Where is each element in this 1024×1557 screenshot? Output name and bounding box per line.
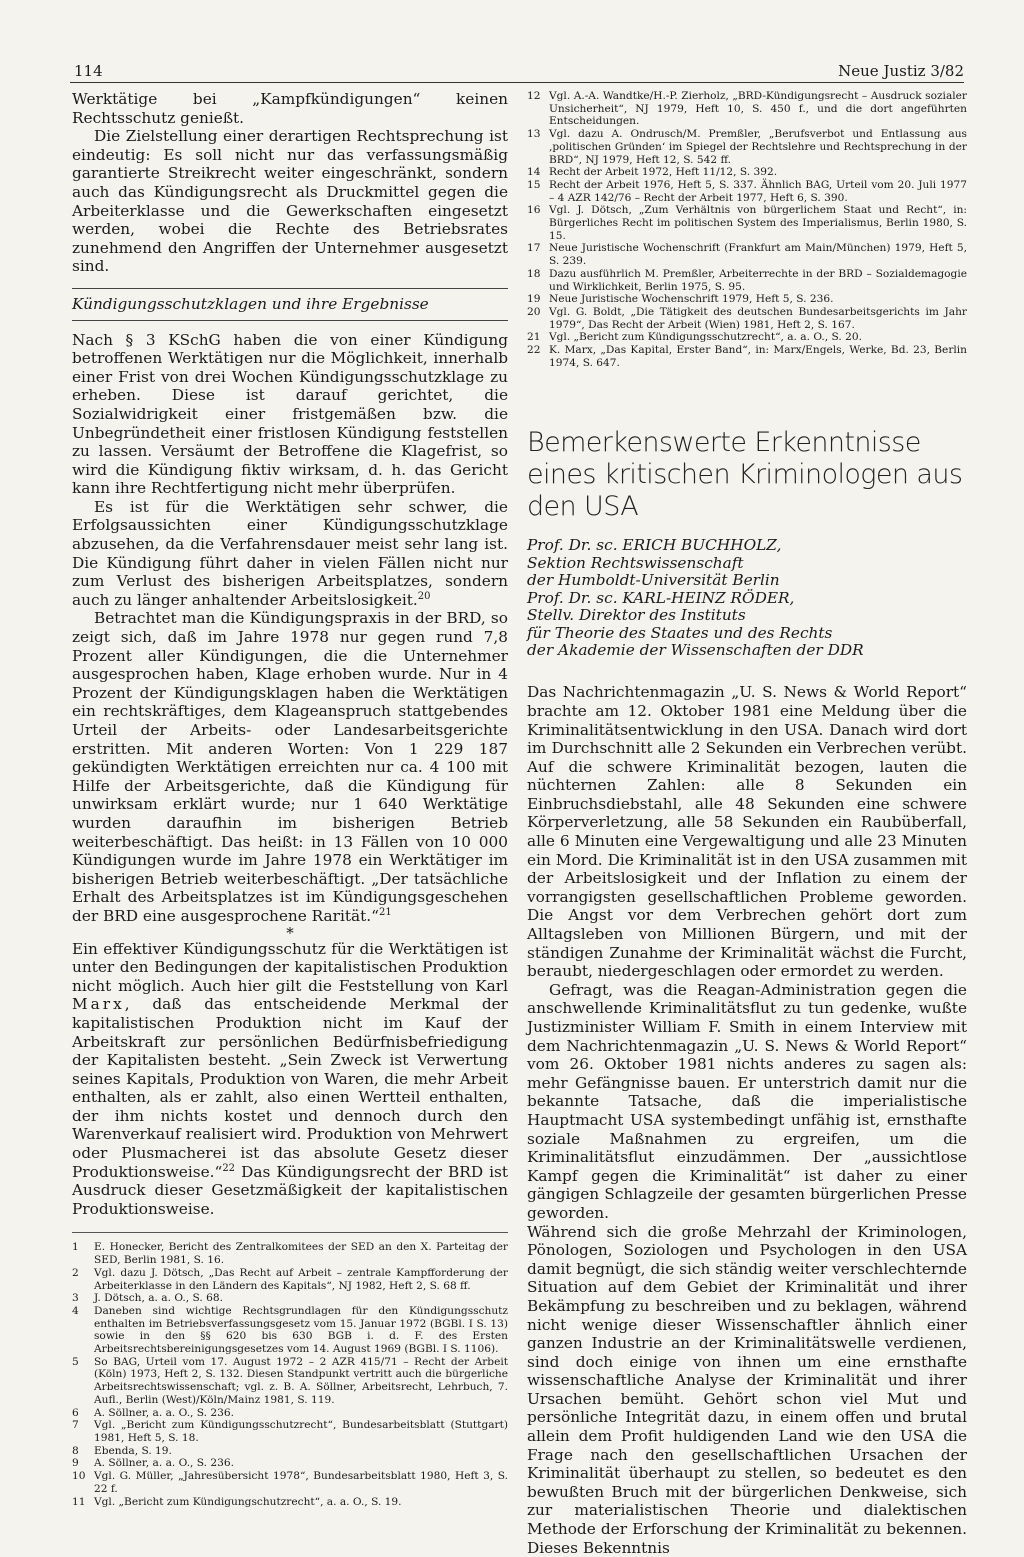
footnote xyxy=(527,128,967,166)
footnote-number: 5 xyxy=(72,1355,79,1368)
footnote xyxy=(527,331,967,344)
paragraph-kuendigungsschutz-text-a: Ein effektiver Kündigungsschutz für die Werktätigen ist unter den Bedingungen der kapitalistischen Produktion nicht möglich. Auch hier gilt die Feststellung von Karl xyxy=(72,939,508,995)
right-column xyxy=(527,90,967,1557)
author-line: für Theorie des Staates und des Rechts xyxy=(527,623,833,642)
footnote xyxy=(527,90,967,128)
footnote xyxy=(72,1445,508,1458)
footnote-number: 19 xyxy=(527,293,541,306)
section-rule-bottom xyxy=(72,320,508,321)
footnote-text: Vgl. G. Boldt, „Die Tätigkeit des deutschen Bundesarbeitsgerichts im Jahr 1979“, Das Recht der Arbeit (Wien) 1981, Heft 2, S. 167. xyxy=(549,305,967,331)
footnote-ref-21: 21 xyxy=(378,906,392,918)
footnote-text: Ebenda, S. 19. xyxy=(94,1444,172,1457)
author-line: Stellv. Direktor des Instituts xyxy=(527,606,746,625)
footnote-text: Vgl. „Bericht zum Kündigungsschutzrecht“, a. a. O., S. 20. xyxy=(549,331,862,344)
paragraph-kuendigungsschutz-text-c: Das Kündigungsrecht der BRD ist Ausdruck dieser Gesetzmäßigkeit der kapitalistischen Produktionsweise. xyxy=(72,1162,508,1218)
footnote xyxy=(72,1419,508,1444)
article-title xyxy=(527,427,967,523)
footnote-text: So BAG, Urteil vom 17. August 1972 – 2 AZR 415/71 – Recht der Arbeit (Köln) 1973, Heft 2, S. 132. Diesen Standpunkt vertritt auch die bürgerliche Arbeitsrechtswissenschaft; vgl. z. B. A. Söllner, Arbeitsrecht, Lehrbuch, 7. Aufl., Berlin (West)/Köln/Mainz 1981, S. 119. xyxy=(94,1355,508,1406)
footnote xyxy=(72,1457,508,1470)
footnote xyxy=(527,204,967,242)
paragraph-kschg: Nach § 3 KSchG haben die von einer Kündigung betroffenen Werktätigen nur die Möglichkeit, innerhalb einer Frist von drei Wochen Kündigungsschutzklage zu erheben. Diese ist darauf gerichtet, die Sozialwidrigkeit einer fristgemäßen bzw. die Unbegründetheit einer fristlosen Kündigung feststellen zu lassen. Versäumt der Betroffene die Klagefrist, so wird die Kündigung fiktiv wirksam, d. h. das Gericht kann ihre Rechtfertigung nicht mehr überprüfen. xyxy=(72,330,508,498)
footnote-number: 1 xyxy=(72,1241,79,1254)
footnote-text: A. Söllner, a. a. O., S. 236. xyxy=(94,1457,234,1470)
footnote xyxy=(72,1470,508,1495)
footnote xyxy=(72,1267,508,1292)
author-block xyxy=(527,537,967,659)
footnote-number: 8 xyxy=(72,1444,79,1457)
header-rule xyxy=(70,82,964,83)
footnote-text: Dazu ausführlich M. Premßler, Arbeiterrechte in der BRD – Sozialdemagogie und Wirklichkeit, Berlin 1975, S. 95. xyxy=(549,267,967,293)
footnote-text: J. Dötsch, a. a. O., S. 68. xyxy=(94,1292,223,1305)
paragraph-erfolgsaussichten xyxy=(72,498,508,610)
article-paragraph-1: Das Nachrichtenmagazin „U. S. News & World Report“ brachte am 12. Oktober 1981 eine Meldung über die Kriminalitätsentwicklung in den USA. Danach wird dort im Durchschnitt alle 2 Sekunden ein Verbrechen verübt. Auf die schwere Kriminalität bezogen, lauten die nüchternen Zahlen: alle 8 Sekunden ein Einbruchsdiebstahl, alle 48 Sekunden eine schwere Körperverletzung, alle 58 Sekunden ein Raubüberfall, alle 6 Minuten eine Vergewaltigung und alle 23 Minuten ein Mord. Die Kriminalität ist in den USA zusammen mit der Arbeitslosigkeit und der Inflation zu einem der vorrangigsten gesellschaftlichen Probleme geworden. Die Angst vor dem Verbrechen gehört dort zum Alltagsleben von Millionen Bürgern, und mit der ständigen Zunahme der Kriminalität wächst die Furcht, beraubt, niedergeschlagen oder ermordet zu werden. xyxy=(527,683,967,981)
footnote xyxy=(527,344,967,369)
paragraph-kuendigungspraxis-text: Betrachtet man die Kündigungspraxis in der BRD, so zeigt sich, daß im Jahre 1978 nur gegen rund 7,8 Prozent aller Kündigungen, die die Unternehmer ausgesprochen haben, Klage erhoben wurde. Nur in 4 Prozent der Kündigungsklagen haben die Werktätigen ein rechtskräftiges, dem Klageanspruch stattgebendes Urteil der Arbeits- oder Landesarbeitsgerichte erstritten. Mit anderen Worten: Von 1 229 187 gekündigten Werktätigen erreichten nur ca. 4 100 mit Hilfe der Arbeitsgerichte, daß die Kündigung für unwirksam erklärt wurde; nur 1 640 Werktätige wurden daraufhin im bisherigen Betrieb weiterbeschäftigt. Das heißt: in 13 Fällen von 10 000 Kündigungen wurde im Jahre 1978 ein Werktätiger im bisherigen Betrieb weiterbeschäftigt. „Der tatsächliche Erhalt des Arbeitsplatzes ist im Kündigungsgeschehen der BRD eine ausgesprochene Rarität.“ xyxy=(72,609,508,925)
author-line: Sektion Rechtswissenschaft xyxy=(527,553,744,572)
footnote-number: 11 xyxy=(72,1495,86,1508)
footnote-text: Vgl. „Bericht zum Kündigungsschutzrecht“, Bundesarbeitsblatt (Stuttgart) 1981, Heft 5, S. 18. xyxy=(94,1419,508,1444)
footnote-text: E. Honecker, Bericht des Zentralkomitees der SED an den X. Parteitag der SED, Berlin 1981, S. 16. xyxy=(94,1241,508,1267)
footnote-number: 20 xyxy=(527,305,541,318)
footnote-number: 2 xyxy=(72,1266,79,1279)
article-title-line-2: eines kritischen Kriminologen aus den USA xyxy=(527,459,963,523)
footnote-number: 22 xyxy=(527,344,541,357)
footnote-text: Recht der Arbeit 1976, Heft 5, S. 337. Ähnlich BAG, Urteil vom 20. Juli 1977 – 4 AZR 142/76 – Recht der Arbeit 1977, Heft 6, S. 390. xyxy=(549,178,967,204)
footnote-number: 21 xyxy=(527,331,541,344)
footnote xyxy=(527,242,967,267)
paragraph-kuendigungspraxis xyxy=(72,609,508,925)
footnotes-right xyxy=(527,90,967,369)
intro-paragraph-1: Werktätige bei „Kampfkündigungen“ keinen Rechtsschutz genießt. xyxy=(72,90,508,127)
footnote-number: 4 xyxy=(72,1304,79,1317)
footnote-ref-20: 20 xyxy=(417,590,431,602)
footnote-number: 12 xyxy=(527,90,541,102)
footnote xyxy=(527,268,967,293)
paragraph-erfolgsaussichten-text: Es ist für die Werktätigen sehr schwer, die Erfolgsaussichten einer Kündigungsschutzklage abzusehen, da die Verfahrensdauer meist sehr lang ist. Die Kündigung führt daher in vielen Fällen nicht nur zum Verlust des bisherigen Arbeitsplatzes, sondern auch zu länger anhaltender Arbeitslosigkeit. xyxy=(72,497,508,609)
author-line: der Humboldt-Universität Berlin xyxy=(527,571,780,590)
footnote-text: A. Söllner, a. a. O., S. 236. xyxy=(94,1406,234,1419)
footnote xyxy=(72,1356,508,1407)
footnote-text: Vgl. dazu J. Dötsch, „Das Recht auf Arbeit – zentrale Kampfforderung der Arbeiterklasse in den Ländern des Kapitals“, NJ 1982, Heft 2, S. 68 ff. xyxy=(94,1266,508,1292)
footnote-text: Vgl. J. Dötsch, „Zum Verhältnis von bürgerlichem Staat und Recht“, in: Bürgerliches Recht im politischen System des Imperialismus, Berlin 1980, S. 15. xyxy=(549,204,967,242)
footnote-text: Neue Juristische Wochenschrift (Frankfurt am Main/München) 1979, Heft 5, S. 239. xyxy=(549,242,967,268)
footnote-text: Recht der Arbeit 1972, Heft 11/12, S. 392. xyxy=(549,166,778,179)
article-paragraph-3: Während sich die große Mehrzahl der Kriminologen, Pönologen, Soziologen und Psychologen in den USA damit begnügt, die sich ständig weiter verschlechternde Situation auf dem Gebiet der Kriminalität und ihrer Bekämpfung zu beschreiben und zu beklagen, während nicht wenige dieser Wissenschaftler ähnlich einer ganzen Industrie an der Kriminalitätswelle verdienen, sind doch einige von ihnen um eine ernsthafte wissenschaftliche Analyse der Kriminalität und ihrer Ursachen bemüht. Gehört schon viel Mut und persönliche Integrität dazu, in einem offen und brutal allein dem Profit huldigenden Land wie den USA die Frage nach den gesellschaftlichen Ursachen der Kriminalität überhaupt zu stellen, so bedeutet es den bewußten Bruch mit der bürgerlichen Denkweise, sich zur materialistischen Theorie und dialektischen Methode der Erforschung der Kriminalität zu bekennen. Dieses Bekenntnis xyxy=(527,1222,967,1557)
footnote-ref-22: 22 xyxy=(222,1162,236,1174)
footnote-number: 6 xyxy=(72,1406,79,1419)
section-separator: * xyxy=(286,923,294,942)
footnote-number: 3 xyxy=(72,1292,79,1305)
footnote-text: Vgl. A.-A. Wandtke/H.-P. Zierholz, „BRD-Kündigungsrecht – Ausdruck sozialer Unsicherheit“, NJ 1979, Heft 10, S. 450 f., und die dort angeführten Entscheidungen. xyxy=(549,90,967,128)
author-line: Prof. Dr. sc. ERICH BUCHHOLZ, xyxy=(527,536,782,555)
footnote xyxy=(72,1305,508,1356)
footnote-number: 17 xyxy=(527,242,541,255)
footnote-number: 13 xyxy=(527,128,541,141)
footnote-number: 7 xyxy=(72,1419,79,1432)
article-paragraph-2: Gefragt, was die Reagan-Administration gegen die anschwellende Kriminalitätsflut zu tun gedenke, wußte Justizminister William F. Smith in einem Interview mit dem Nachrichtenmagazin „U. S. News & World Report“ vom 26. Oktober 1981 nichts anderes zu sagen als: mehr Gefängnisse bauen. Er unterstrich damit nur die bekannte Tatsache, daß die imperialistische Hauptmacht USA systembedingt unfähig ist, ernsthafte soziale Maßnahmen zu ergreifen, um die Kriminalitätsflut einzudämmen. Der „aussichtlose Kampf gegen die Kriminalität“ ist daher zu einer gängigen Schlagzeile der gesamten bürgerlichen Presse geworden. xyxy=(527,980,967,1222)
footnote xyxy=(527,179,967,204)
section-heading: Kündigungsschutzklagen und ihre Ergebnisse xyxy=(72,294,429,313)
footnote-number: 16 xyxy=(527,204,541,217)
footnote xyxy=(527,293,967,306)
section-rule-top xyxy=(72,288,508,289)
footnote xyxy=(72,1496,508,1509)
footnote-text: Vgl. G. Müller, „Jahresübersicht 1978“, Bundesarbeitsblatt 1980, Heft 3, S. 22 f. xyxy=(94,1470,508,1495)
footnote-text: K. Marx, „Das Kapital, Erster Band“, in: Marx/Engels, Werke, Bd. 23, Berlin 1974, S. 647. xyxy=(549,344,967,369)
footnote-number: 10 xyxy=(72,1470,86,1483)
footnotes-left xyxy=(72,1232,508,1508)
article-title-line-1: Bemerkenswerte Erkenntnisse xyxy=(527,427,921,459)
footnote xyxy=(527,306,967,331)
footnote-number: 9 xyxy=(72,1457,79,1470)
intro-paragraph-2: Die Zielstellung einer derartigen Rechtsprechung ist eindeutig: Es soll nicht nur das verfassungsmäßig garantierte Streikrecht weiter eingeschränkt, sondern auch das Kündigungsrecht als Druckmittel gegen die Arbeiterklasse und die Gewerkschaften eingesetzt werden, wobei die Rechte des Betriebsrates zunehmend den Angriffen der Unternehmer ausgesetzt sind. xyxy=(72,127,508,276)
journal-issue: Neue Justiz 3/82 xyxy=(838,62,964,80)
footnote-text: Daneben sind wichtige Rechtsgrundlagen für den Kündigungsschutz enthalten im Betriebsverfassungsgesetz vom 15. Januar 1972 (BGBl. I S. 13) sowie in den §§ 620 bis 630 BGB i. d. F. des Ersten Arbeitsrechtsbereinigungsgesetzes vom 14. August 1969 (BGBl. I S. 1106). xyxy=(94,1304,508,1356)
footnote xyxy=(527,166,967,179)
page-number: 114 xyxy=(74,62,103,80)
footnote xyxy=(72,1407,508,1420)
footnote-number: 15 xyxy=(527,178,541,191)
footnote-number: 18 xyxy=(527,267,541,280)
footnote xyxy=(72,1292,508,1305)
paragraph-kuendigungsschutz xyxy=(72,940,508,1219)
paragraph-kuendigungsschutz-text-b: , daß das entscheidende Merkmal der kapitalistischen Produktion nicht im Kauf der Arbeitskraft zur persönlichen Bedürfnisbefriedigung der Kapitalisten besteht. „Sein Zweck ist Verwertung seines Kapitals, Produktion von Waren, die mehr Arbeit enthalten, als er zahlt, also einen Wertteil enthalten, der ihm nichts kostet und dennoch durch den Warenverkauf realisiert wird. Produktion von Mehrwert oder Plusmacherei ist das absolute Gesetz dieser Produktionsweise.“ xyxy=(72,995,508,1181)
footnote-text: Vgl. dazu A. Ondrusch/M. Premßler, „Berufsverbot und Entlassung aus ‚politischen Gründen‘ im Spiegel der Rechtslehre und Rechtsprechung in der BRD“, NJ 1979, Heft 12, S. 542 ff. xyxy=(549,128,967,166)
footnote xyxy=(72,1241,508,1266)
author-line: Prof. Dr. sc. KARL-HEINZ RÖDER, xyxy=(527,588,795,607)
name-marx: Marx xyxy=(72,995,125,1014)
footnote-text: Vgl. „Bericht zum Kündigungschutzrecht“, a. a. O., S. 19. xyxy=(94,1495,402,1508)
footnote-number: 14 xyxy=(527,166,541,179)
footnote-text: Neue Juristische Wochenschrift 1979, Heft 5, S. 236. xyxy=(549,293,834,306)
left-column xyxy=(72,90,508,1508)
author-line: der Akademie der Wissenschaften der DDR xyxy=(527,640,864,659)
